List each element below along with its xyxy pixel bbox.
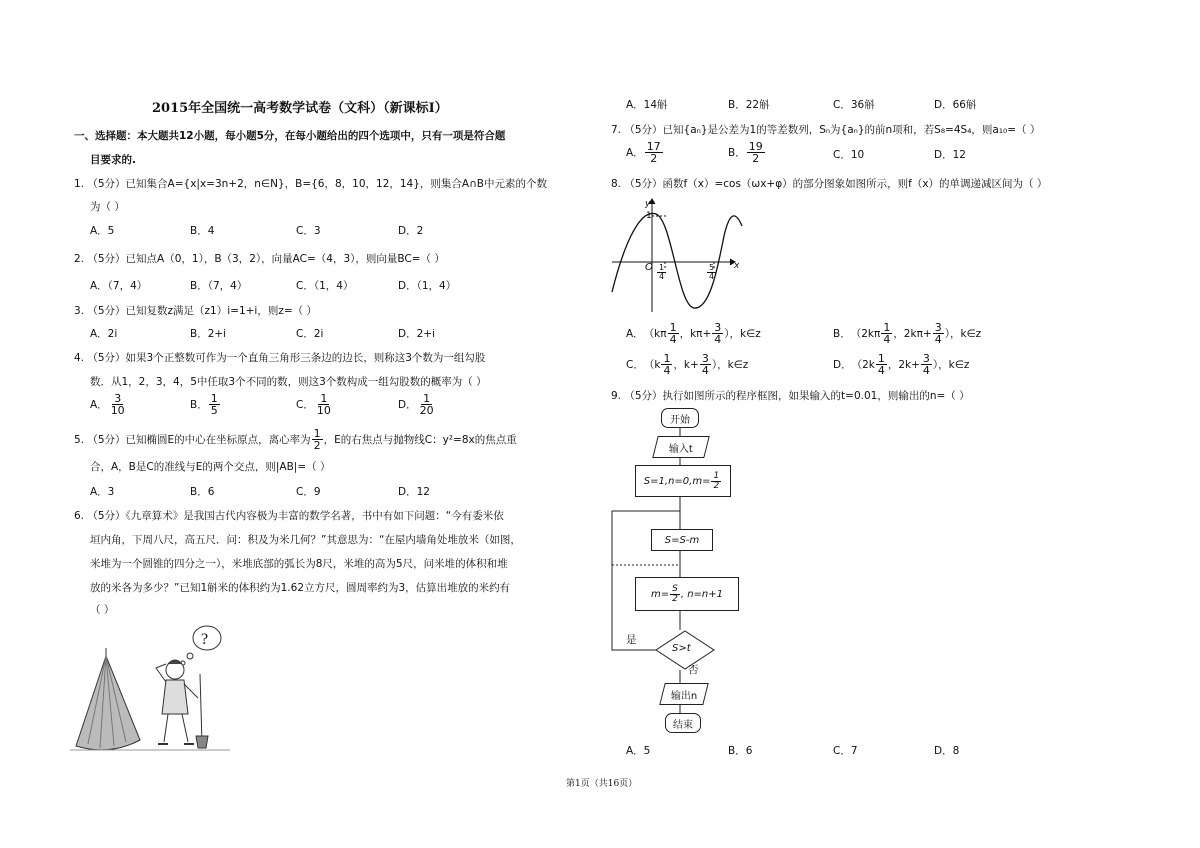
page-footer: 第1页（共16页） [566, 779, 638, 789]
q8-option-a-label: A． [626, 328, 644, 340]
q2-option-a: A．（7，4） [90, 280, 148, 292]
q7-option-b [728, 141, 766, 164]
numerator: 17 [646, 140, 661, 153]
numerator: 1 [320, 392, 328, 405]
q8-axis-x-label: x [734, 261, 740, 271]
q8-option-b-post: ），k∈z [944, 328, 982, 340]
q7-option-b-label: B． [728, 147, 746, 159]
q7-line1: 7. （5分）已知{aₙ}是公差为1的等差数列，Sₙ为{aₙ}的前n项和，若S₈=4S₄，则a₁₀=（ ） [611, 124, 1041, 136]
numerator: 5 [709, 263, 715, 272]
q2-option-c: C．（1，4） [296, 280, 354, 292]
q8-option-c-mid: ，k+ [673, 359, 699, 371]
q3-option-a: A．2i [90, 328, 118, 340]
q8-option-a-mid: ，kπ+ [679, 328, 712, 340]
q8-option-d-post: ），k∈z [932, 359, 970, 371]
q3-option-c: C．2i [296, 328, 324, 340]
numerator: 1 [877, 352, 885, 365]
q8-origin-label: O [645, 262, 653, 273]
denominator: 4 [922, 364, 930, 377]
flowchart-output [659, 683, 708, 705]
q6-line4: 放的米各为多少？”已知1斛米的体积约为1.62立方尺，圆周率约为3，估算出堆放的米约有 [90, 582, 511, 594]
q6-line2: 垣内角，下周八尺，高五尺．问：积及为米几何？”其意思为：“在屋内墙角处堆放米（如图， [90, 534, 521, 546]
numerator: 3 [114, 392, 122, 405]
q4-option-b-label: B． [190, 399, 208, 411]
q6-option-d: D．66斛 [934, 99, 977, 111]
q4-option-d [398, 393, 437, 416]
q6-line5: （ ） [90, 604, 115, 616]
denominator: 4 [714, 333, 722, 346]
numerator: 19 [748, 140, 763, 153]
q1-line2: 为（ ） [90, 201, 125, 213]
q9-option-c: C．7 [833, 745, 858, 757]
denominator: 10 [316, 404, 331, 417]
q5-option-c: C．9 [296, 486, 321, 498]
q4-option-c [296, 393, 334, 416]
denominator: 2 [313, 439, 321, 452]
q6-option-b: B．22斛 [728, 99, 770, 111]
numerator: 1 [210, 392, 218, 405]
q8-option-d-frac1 [876, 353, 887, 376]
numerator: 1 [669, 321, 677, 334]
numerator: 1 [883, 321, 891, 334]
q6-line1: 6. （5分）《九章算术》是我国古代内容极为丰富的数学名著，书中有如下问题：“今有委米依 [74, 510, 504, 522]
q9-option-d: D．8 [934, 745, 960, 757]
q2-line1: 2. （5分）已知点A（0，1），B（3，2），向量AC=（4，3），则向量BC=（ ） [74, 253, 445, 265]
q5-option-b: B．6 [190, 486, 215, 498]
rice-pile-illustration [70, 618, 230, 758]
q8-y-one-label: 1 [646, 211, 652, 221]
denominator: 4 [663, 364, 671, 377]
flowchart-yes-label: 是 [626, 634, 637, 646]
denominator: 4 [877, 364, 885, 377]
flowchart-output-text: 输出n [670, 690, 698, 702]
q2-option-d: D．（1，4） [398, 280, 457, 292]
q9-option-b: B．6 [728, 745, 753, 757]
q3-option-b: B．2+i [190, 328, 227, 340]
section-heading-line1: 一、选择题：本大题共12小题，每小题5分，在每小题给出的四个选项中，只有一项是符合题 [74, 130, 506, 142]
q5-eccentricity-fraction [312, 428, 323, 451]
numerator: 1 [313, 427, 321, 440]
q8-option-a [626, 322, 761, 345]
q5-option-a: A．3 [90, 486, 115, 498]
q1-option-c: C．3 [296, 225, 321, 237]
numerator: 1 [713, 470, 720, 481]
flowchart-step-update [635, 577, 739, 611]
q3-line1: 3. （5分）已知复数z满足（z1）i=1+i，则z=（ ） [74, 305, 317, 317]
flowchart-step-subtract: S=S-m [651, 529, 713, 551]
q8-option-c-post: ），k∈z [711, 359, 749, 371]
q2-option-b: B．（7，4） [190, 280, 248, 292]
flowchart-end: 结束 [665, 713, 701, 733]
q4-option-a-fraction [109, 393, 127, 416]
numerator: S [672, 583, 678, 594]
q7-option-b-fraction [747, 141, 765, 164]
flowchart-step-update-fraction [670, 585, 680, 604]
q6-line3: 米堆为一个圆锥的四分之一），米堆底部的弧长为8尺，米堆的高为5尺，问米堆的体积和堆 [90, 558, 508, 570]
numerator: 1 [659, 263, 665, 272]
q8-option-b-frac1 [881, 322, 892, 345]
denominator: 4 [701, 364, 709, 377]
q6-option-c: C．36斛 [833, 99, 875, 111]
q8-tick-five-quarters-fraction [707, 264, 716, 281]
flowchart-step-update-post: , n=n+1 [680, 588, 723, 600]
denominator: 4 [934, 333, 942, 346]
q8-option-d-label: D． [833, 359, 852, 371]
denominator: 20 [419, 404, 434, 417]
flowchart-init-text: S=1,n=0,m= [643, 475, 711, 487]
cosine-graph [608, 196, 748, 316]
q5-line1-start: 5. （5分）已知椭圆E的中心在坐标原点，离心率为 [74, 434, 311, 446]
q4-option-b-fraction [209, 393, 220, 416]
q4-line1: 4. （5分）如果3个正整数可作为一个直角三角形三条边的边长，则称这3个数为一组勾股 [74, 352, 486, 364]
q1-option-d: D．2 [398, 225, 424, 237]
flowchart-init-fraction [711, 472, 721, 491]
denominator: 2 [650, 152, 658, 165]
denominator: 4 [669, 333, 677, 346]
q5-line1-end: ，E的右焦点与抛物线C：y²=8x的焦点重 [323, 434, 517, 446]
numerator: 1 [423, 392, 431, 405]
q5-option-d: D．12 [398, 486, 430, 498]
q8-tick-quarter-fraction [657, 264, 666, 281]
flowchart-start: 开始 [661, 408, 699, 428]
svg-text:?: ? [201, 631, 209, 648]
flowchart-decision-text: S>t [672, 643, 691, 654]
q3-option-d: D．2+i [398, 328, 435, 340]
q7-option-a-label: A． [626, 147, 644, 159]
denominator: 2 [713, 480, 720, 491]
q8-option-a-frac1 [668, 322, 679, 345]
q8-option-b [833, 322, 981, 345]
q1-option-a: A．5 [90, 225, 115, 237]
q8-option-c-label: C． [626, 359, 644, 371]
q4-option-c-fraction [315, 393, 333, 416]
numerator: 3 [934, 321, 942, 334]
denominator: 2 [752, 152, 760, 165]
q7-option-c: C．10 [833, 149, 865, 161]
q8-option-d-mid: ，2k+ [887, 359, 920, 371]
q8-option-c [626, 353, 748, 376]
q8-option-a-post: ），k∈z [724, 328, 761, 340]
flowchart-input-text: 输入t [669, 443, 693, 455]
q8-option-a-frac2 [712, 322, 723, 345]
q9-option-a: A．5 [626, 745, 651, 757]
q1-line1: 1. （5分）已知集合A={x|x=3n+2，n∈N}，B={6，8，10，12，14}，则集合A∩B中元素的个数 [74, 178, 547, 190]
q8-option-c-frac2 [700, 353, 711, 376]
q8-tick-five-quarters [706, 264, 717, 281]
flowchart-no-label: 否 [688, 664, 699, 676]
numerator: 3 [714, 321, 722, 334]
q4-option-d-label: D． [398, 399, 417, 411]
q4-option-d-fraction [418, 393, 436, 416]
denominator: 2 [672, 593, 678, 604]
q8-option-b-frac2 [933, 322, 944, 345]
section-heading-line2: 目要求的. [90, 154, 136, 166]
numerator: 3 [701, 352, 709, 365]
denominator: 4 [883, 333, 891, 346]
q6-option-a: A．14斛 [626, 99, 668, 111]
q8-option-c-pre: （k [643, 359, 661, 371]
denominator: 10 [110, 404, 125, 417]
flowchart-input [652, 436, 709, 458]
page-title: 2015年全国统一高考数学试卷（文科）（新课标Ⅰ） [152, 101, 448, 116]
q5-line1 [74, 428, 517, 451]
q8-option-b-label: B． [833, 328, 851, 340]
q4-line2: 数．从1，2，3，4，5中任取3个不同的数，则这3个数构成一组勾股数的概率为（ ） [90, 376, 487, 388]
q8-option-a-pre: （kπ [643, 328, 667, 340]
q4-option-a [90, 393, 128, 416]
q1-option-b: B．4 [190, 225, 215, 237]
q7-option-d: D．12 [934, 149, 966, 161]
q8-axis-y-label: y [645, 199, 651, 209]
q7-option-a-fraction [645, 141, 663, 164]
flowchart-init [635, 465, 731, 497]
q8-option-b-mid: ，2kπ+ [893, 328, 932, 340]
q8-option-d-frac2 [921, 353, 932, 376]
q7-option-a [626, 141, 664, 164]
flowchart-step-update-pre: m= [650, 588, 670, 600]
q8-option-c-frac1 [661, 353, 672, 376]
q8-tick-quarter [656, 264, 667, 281]
q4-option-c-label: C． [296, 399, 314, 411]
denominator: 4 [659, 272, 665, 281]
q8-option-d-pre: （2k [851, 359, 875, 371]
q4-option-b [190, 393, 221, 416]
numerator: 1 [663, 352, 671, 365]
denominator: 4 [709, 272, 715, 281]
q8-line1: 8. （5分）函数f（x）=cos（ωx+φ）的部分图象如图所示，则f（x）的单调递减区间为（ ） [611, 178, 1048, 190]
numerator: 3 [922, 352, 930, 365]
q8-option-d [833, 353, 969, 376]
q5-line2: 合，A，B是C的准线与E的两个交点，则|AB|=（ ） [90, 461, 331, 473]
q9-line1: 9. （5分）执行如图所示的程序框图，如果输入的t=0.01，则输出的n=（ ） [611, 390, 970, 402]
q4-option-a-label: A． [90, 399, 108, 411]
q8-option-b-pre: （2kπ [850, 328, 881, 340]
denominator: 5 [210, 404, 218, 417]
